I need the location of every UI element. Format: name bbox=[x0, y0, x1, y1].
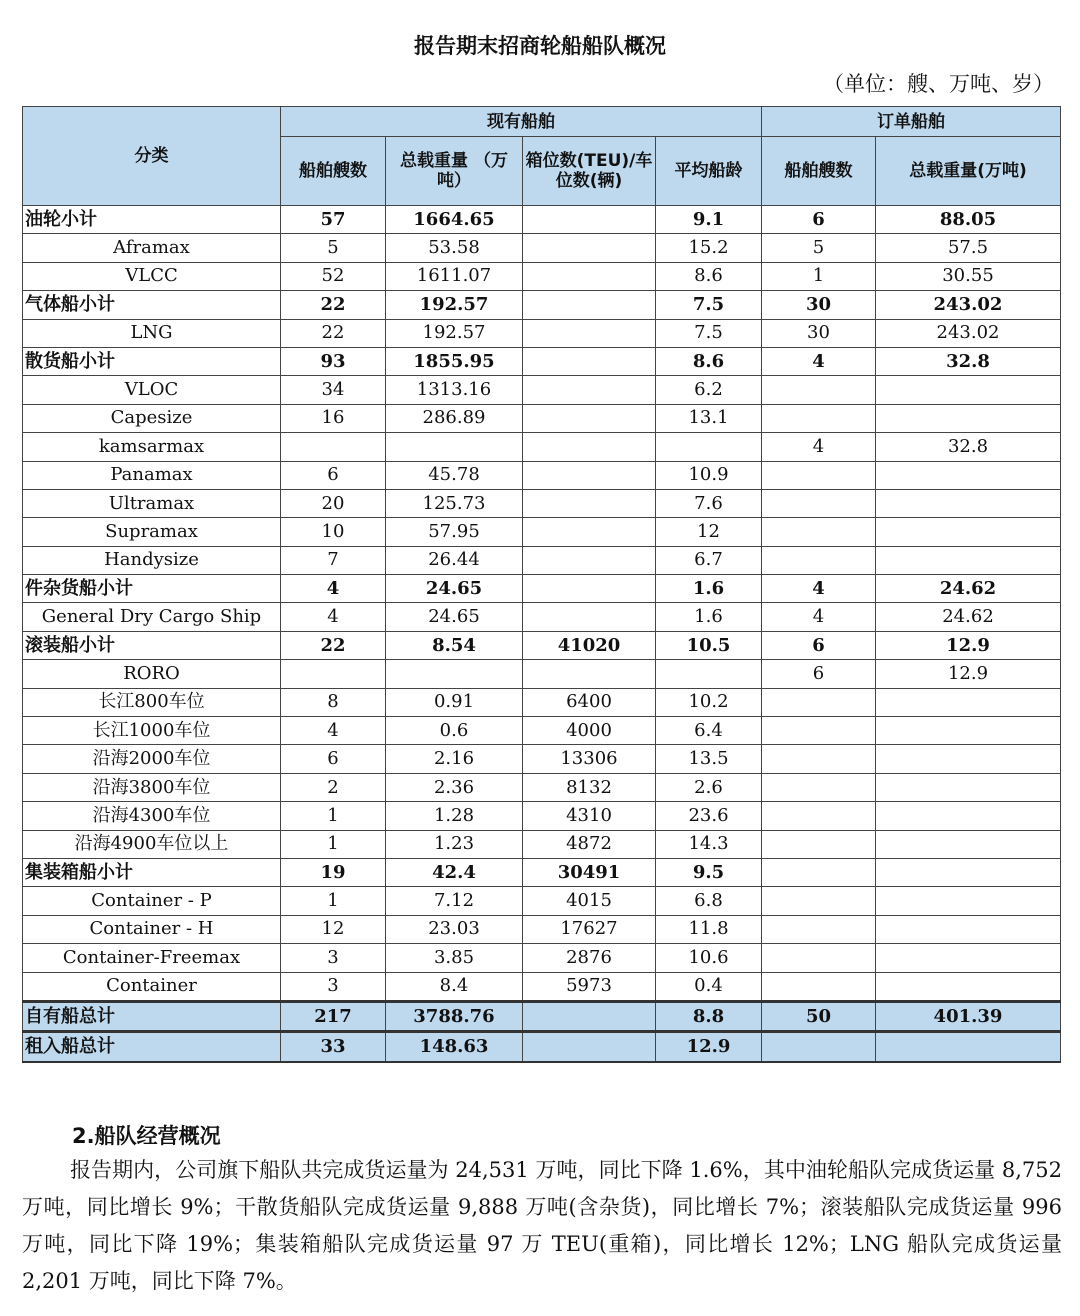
value-cell bbox=[876, 858, 1061, 886]
category-cell: Container bbox=[23, 972, 281, 1001]
value-cell: 26.44 bbox=[386, 546, 523, 574]
category-cell: Container - P bbox=[23, 887, 281, 915]
value-cell bbox=[876, 830, 1061, 858]
value-cell: 50 bbox=[762, 1001, 876, 1031]
value-cell: 4 bbox=[762, 575, 876, 603]
category-cell: 气体船小计 bbox=[23, 291, 281, 319]
value-cell bbox=[523, 433, 656, 461]
category-cell: RORO bbox=[23, 660, 281, 688]
value-cell: 14.3 bbox=[656, 830, 762, 858]
section-paragraph: 报告期内，公司旗下船队共完成货运量为 24,531 万吨，同比下降 1.6%，其中油轮船队完成货运量 8,752 万吨，同比增长 9%；干散货船队完成货运量 9,888 万吨(含杂货)，同比增长 7%；滚装船队完成货运量 996 万吨，同比下降 19%；集装箱船队完成货运量 97 万 TEU(重箱)，同比增长 12%；LNG 船队完成货运量 2,201 万吨，同比下降 7%。 bbox=[22, 1158, 1062, 1293]
value-cell: 12.9 bbox=[656, 1032, 762, 1062]
table-row bbox=[23, 773, 1061, 801]
total-row bbox=[23, 1032, 1061, 1062]
category-cell: General Dry Cargo Ship bbox=[23, 603, 281, 631]
table-row bbox=[23, 404, 1061, 432]
header-existing-count: 船舶艘数 bbox=[281, 137, 386, 206]
table-row bbox=[23, 546, 1061, 574]
value-cell bbox=[762, 518, 876, 546]
value-cell: 7 bbox=[281, 546, 386, 574]
value-cell: 30.55 bbox=[876, 262, 1061, 290]
value-cell: 1.23 bbox=[386, 830, 523, 858]
value-cell: 4 bbox=[762, 433, 876, 461]
table-row bbox=[23, 489, 1061, 517]
category-cell: 沿海4300车位 bbox=[23, 802, 281, 830]
value-cell: 5 bbox=[281, 234, 386, 262]
value-cell: 3 bbox=[281, 972, 386, 1001]
value-cell: 8.4 bbox=[386, 972, 523, 1001]
value-cell: 30 bbox=[762, 319, 876, 347]
value-cell bbox=[762, 717, 876, 745]
value-cell bbox=[876, 404, 1061, 432]
value-cell: 22 bbox=[281, 319, 386, 347]
category-cell: 散货船小计 bbox=[23, 347, 281, 375]
value-cell: 52 bbox=[281, 262, 386, 290]
value-cell: 4015 bbox=[523, 887, 656, 915]
table-row bbox=[23, 915, 1061, 943]
value-cell: 10.2 bbox=[656, 688, 762, 716]
value-cell bbox=[876, 915, 1061, 943]
value-cell: 2.6 bbox=[656, 773, 762, 801]
value-cell bbox=[876, 887, 1061, 915]
value-cell bbox=[762, 489, 876, 517]
value-cell: 2.36 bbox=[386, 773, 523, 801]
value-cell: 57.5 bbox=[876, 234, 1061, 262]
header-average-age: 平均船龄 bbox=[656, 137, 762, 206]
value-cell: 1611.07 bbox=[386, 262, 523, 290]
value-cell: 1 bbox=[281, 802, 386, 830]
subtotal-row bbox=[23, 206, 1061, 234]
value-cell bbox=[523, 291, 656, 319]
value-cell: 1 bbox=[762, 262, 876, 290]
value-cell bbox=[762, 461, 876, 489]
table-row bbox=[23, 234, 1061, 262]
table-row bbox=[23, 802, 1061, 830]
subtotal-row bbox=[23, 631, 1061, 659]
value-cell: 24.62 bbox=[876, 575, 1061, 603]
value-cell: 23.03 bbox=[386, 915, 523, 943]
value-cell: 2 bbox=[281, 773, 386, 801]
category-cell: Container - H bbox=[23, 915, 281, 943]
value-cell bbox=[762, 546, 876, 574]
category-cell: LNG bbox=[23, 319, 281, 347]
value-cell bbox=[762, 773, 876, 801]
value-cell: 192.57 bbox=[386, 319, 523, 347]
value-cell: 16 bbox=[281, 404, 386, 432]
value-cell bbox=[876, 461, 1061, 489]
fleet-table-body bbox=[23, 206, 1061, 1062]
value-cell: 30 bbox=[762, 291, 876, 319]
value-cell bbox=[762, 830, 876, 858]
value-cell: 33 bbox=[281, 1032, 386, 1062]
value-cell: 8 bbox=[281, 688, 386, 716]
value-cell: 6 bbox=[762, 660, 876, 688]
table-row bbox=[23, 603, 1061, 631]
value-cell: 32.8 bbox=[876, 347, 1061, 375]
category-cell: Ultramax bbox=[23, 489, 281, 517]
category-cell: Supramax bbox=[23, 518, 281, 546]
value-cell bbox=[523, 347, 656, 375]
value-cell bbox=[762, 802, 876, 830]
value-cell bbox=[876, 944, 1061, 972]
value-cell: 0.91 bbox=[386, 688, 523, 716]
value-cell bbox=[523, 1032, 656, 1062]
value-cell: 6400 bbox=[523, 688, 656, 716]
category-cell: 集装箱船小计 bbox=[23, 858, 281, 886]
value-cell: 1313.16 bbox=[386, 376, 523, 404]
value-cell: 10 bbox=[281, 518, 386, 546]
value-cell bbox=[523, 518, 656, 546]
value-cell: 22 bbox=[281, 291, 386, 319]
subtotal-row bbox=[23, 347, 1061, 375]
value-cell bbox=[762, 915, 876, 943]
category-cell: 油轮小计 bbox=[23, 206, 281, 234]
value-cell: 9.5 bbox=[656, 858, 762, 886]
value-cell bbox=[876, 688, 1061, 716]
value-cell: 19 bbox=[281, 858, 386, 886]
value-cell: 4872 bbox=[523, 830, 656, 858]
value-cell: 30491 bbox=[523, 858, 656, 886]
value-cell: 125.73 bbox=[386, 489, 523, 517]
value-cell: 10.6 bbox=[656, 944, 762, 972]
value-cell bbox=[523, 660, 656, 688]
value-cell bbox=[762, 688, 876, 716]
value-cell bbox=[281, 660, 386, 688]
value-cell: 24.62 bbox=[876, 603, 1061, 631]
value-cell bbox=[523, 489, 656, 517]
value-cell: 22 bbox=[281, 631, 386, 659]
value-cell bbox=[656, 660, 762, 688]
value-cell: 243.02 bbox=[876, 291, 1061, 319]
value-cell: 192.57 bbox=[386, 291, 523, 319]
value-cell: 6.8 bbox=[656, 887, 762, 915]
table-row bbox=[23, 887, 1061, 915]
value-cell: 4 bbox=[762, 603, 876, 631]
category-cell: 沿海4900车位以上 bbox=[23, 830, 281, 858]
value-cell: 1664.65 bbox=[386, 206, 523, 234]
value-cell bbox=[762, 1032, 876, 1062]
value-cell: 6.4 bbox=[656, 717, 762, 745]
value-cell: 32.8 bbox=[876, 433, 1061, 461]
value-cell: 13306 bbox=[523, 745, 656, 773]
value-cell bbox=[762, 858, 876, 886]
unit-note: （单位：艘、万吨、岁） bbox=[823, 72, 1054, 96]
category-cell: Panamax bbox=[23, 461, 281, 489]
category-cell: kamsarmax bbox=[23, 433, 281, 461]
value-cell bbox=[762, 972, 876, 1001]
value-cell bbox=[523, 404, 656, 432]
category-cell: 长江1000车位 bbox=[23, 717, 281, 745]
category-cell: 沿海3800车位 bbox=[23, 773, 281, 801]
value-cell: 0.4 bbox=[656, 972, 762, 1001]
table-row bbox=[23, 745, 1061, 773]
value-cell bbox=[386, 433, 523, 461]
category-cell: 件杂货船小计 bbox=[23, 575, 281, 603]
value-cell bbox=[523, 234, 656, 262]
table-row bbox=[23, 688, 1061, 716]
table-row bbox=[23, 830, 1061, 858]
category-cell: 长江800车位 bbox=[23, 688, 281, 716]
value-cell: 217 bbox=[281, 1001, 386, 1031]
value-cell: 1.6 bbox=[656, 603, 762, 631]
value-cell: 12 bbox=[281, 915, 386, 943]
value-cell: 3.85 bbox=[386, 944, 523, 972]
value-cell bbox=[523, 376, 656, 404]
value-cell: 42.4 bbox=[386, 858, 523, 886]
value-cell bbox=[523, 262, 656, 290]
value-cell bbox=[523, 319, 656, 347]
value-cell: 1 bbox=[281, 887, 386, 915]
value-cell: 4 bbox=[281, 717, 386, 745]
value-cell: 6.2 bbox=[656, 376, 762, 404]
value-cell bbox=[762, 944, 876, 972]
value-cell: 6 bbox=[281, 461, 386, 489]
value-cell: 13.1 bbox=[656, 404, 762, 432]
value-cell: 4310 bbox=[523, 802, 656, 830]
value-cell: 12 bbox=[656, 518, 762, 546]
table-row bbox=[23, 319, 1061, 347]
value-cell: 4 bbox=[762, 347, 876, 375]
value-cell: 57 bbox=[281, 206, 386, 234]
value-cell: 7.6 bbox=[656, 489, 762, 517]
value-cell: 1.28 bbox=[386, 802, 523, 830]
value-cell: 10.5 bbox=[656, 631, 762, 659]
value-cell: 7.12 bbox=[386, 887, 523, 915]
value-cell: 8.6 bbox=[656, 347, 762, 375]
header-category: 分类 bbox=[23, 107, 281, 206]
header-order-count: 船舶艘数 bbox=[762, 137, 876, 206]
header-order-group: 订单船舶 bbox=[762, 107, 1061, 137]
value-cell: 6 bbox=[281, 745, 386, 773]
value-cell: 53.58 bbox=[386, 234, 523, 262]
value-cell bbox=[876, 717, 1061, 745]
value-cell: 1.6 bbox=[656, 575, 762, 603]
value-cell: 45.78 bbox=[386, 461, 523, 489]
category-cell: Capesize bbox=[23, 404, 281, 432]
value-cell: 8.6 bbox=[656, 262, 762, 290]
category-cell: 沿海2000车位 bbox=[23, 745, 281, 773]
value-cell: 4000 bbox=[523, 717, 656, 745]
table-title: 报告期末招商轮船船队概况 bbox=[414, 34, 666, 58]
value-cell bbox=[523, 461, 656, 489]
value-cell bbox=[876, 972, 1061, 1001]
value-cell: 12.9 bbox=[876, 660, 1061, 688]
value-cell: 93 bbox=[281, 347, 386, 375]
value-cell: 7.5 bbox=[656, 319, 762, 347]
value-cell bbox=[762, 404, 876, 432]
value-cell bbox=[281, 433, 386, 461]
header-existing-dwt: 总载重量 （万吨） bbox=[386, 137, 523, 206]
value-cell bbox=[876, 546, 1061, 574]
value-cell bbox=[762, 376, 876, 404]
subtotal-row bbox=[23, 858, 1061, 886]
value-cell: 9.1 bbox=[656, 206, 762, 234]
value-cell: 8.8 bbox=[656, 1001, 762, 1031]
category-cell: Handysize bbox=[23, 546, 281, 574]
value-cell bbox=[876, 773, 1061, 801]
subtotal-row bbox=[23, 291, 1061, 319]
table-row bbox=[23, 262, 1061, 290]
value-cell bbox=[876, 376, 1061, 404]
value-cell: 6 bbox=[762, 631, 876, 659]
table-row bbox=[23, 717, 1061, 745]
table-row bbox=[23, 972, 1061, 1001]
value-cell: 20 bbox=[281, 489, 386, 517]
value-cell: 34 bbox=[281, 376, 386, 404]
value-cell bbox=[876, 745, 1061, 773]
table-row bbox=[23, 944, 1061, 972]
section-heading: 2.船队经营概况 bbox=[72, 1124, 221, 1148]
value-cell bbox=[876, 802, 1061, 830]
value-cell: 4 bbox=[281, 575, 386, 603]
value-cell: 57.95 bbox=[386, 518, 523, 546]
value-cell bbox=[762, 887, 876, 915]
value-cell: 1855.95 bbox=[386, 347, 523, 375]
value-cell bbox=[523, 603, 656, 631]
value-cell bbox=[523, 575, 656, 603]
category-cell: 滚装船小计 bbox=[23, 631, 281, 659]
value-cell: 8132 bbox=[523, 773, 656, 801]
category-cell: 自有船总计 bbox=[23, 1001, 281, 1031]
value-cell: 23.6 bbox=[656, 802, 762, 830]
table-row bbox=[23, 433, 1061, 461]
value-cell bbox=[523, 206, 656, 234]
value-cell: 17627 bbox=[523, 915, 656, 943]
value-cell bbox=[523, 546, 656, 574]
value-cell: 11.8 bbox=[656, 915, 762, 943]
table-row bbox=[23, 660, 1061, 688]
value-cell: 24.65 bbox=[386, 575, 523, 603]
value-cell: 3788.76 bbox=[386, 1001, 523, 1031]
header-order-dwt: 总载重量(万吨) bbox=[876, 137, 1061, 206]
value-cell: 88.05 bbox=[876, 206, 1061, 234]
value-cell bbox=[876, 489, 1061, 517]
value-cell: 3 bbox=[281, 944, 386, 972]
value-cell: 15.2 bbox=[656, 234, 762, 262]
value-cell: 2.16 bbox=[386, 745, 523, 773]
value-cell: 6 bbox=[762, 206, 876, 234]
value-cell: 286.89 bbox=[386, 404, 523, 432]
category-cell: VLCC bbox=[23, 262, 281, 290]
value-cell: 0.6 bbox=[386, 717, 523, 745]
value-cell bbox=[876, 518, 1061, 546]
value-cell: 13.5 bbox=[656, 745, 762, 773]
value-cell: 5973 bbox=[523, 972, 656, 1001]
header-existing-group: 现有船舶 bbox=[281, 107, 762, 137]
value-cell: 6.7 bbox=[656, 546, 762, 574]
value-cell: 41020 bbox=[523, 631, 656, 659]
value-cell: 7.5 bbox=[656, 291, 762, 319]
value-cell: 243.02 bbox=[876, 319, 1061, 347]
value-cell: 24.65 bbox=[386, 603, 523, 631]
value-cell: 401.39 bbox=[876, 1001, 1061, 1031]
category-cell: Aframax bbox=[23, 234, 281, 262]
value-cell: 4 bbox=[281, 603, 386, 631]
category-cell: VLOC bbox=[23, 376, 281, 404]
value-cell: 12.9 bbox=[876, 631, 1061, 659]
category-cell: 租入船总计 bbox=[23, 1032, 281, 1062]
table-row bbox=[23, 376, 1061, 404]
table-row bbox=[23, 461, 1061, 489]
header-teu-capacity: 箱位数(TEU)/车位数(辆) bbox=[523, 137, 656, 206]
value-cell: 1 bbox=[281, 830, 386, 858]
value-cell: 148.63 bbox=[386, 1032, 523, 1062]
subtotal-row bbox=[23, 575, 1061, 603]
value-cell: 5 bbox=[762, 234, 876, 262]
value-cell: 8.54 bbox=[386, 631, 523, 659]
total-row bbox=[23, 1001, 1061, 1031]
value-cell bbox=[762, 745, 876, 773]
value-cell bbox=[523, 1001, 656, 1031]
value-cell: 10.9 bbox=[656, 461, 762, 489]
value-cell: 2876 bbox=[523, 944, 656, 972]
category-cell: Container-Freemax bbox=[23, 944, 281, 972]
value-cell bbox=[656, 433, 762, 461]
value-cell bbox=[386, 660, 523, 688]
table-row bbox=[23, 518, 1061, 546]
fleet-table bbox=[22, 106, 1061, 1063]
value-cell bbox=[876, 1032, 1061, 1062]
